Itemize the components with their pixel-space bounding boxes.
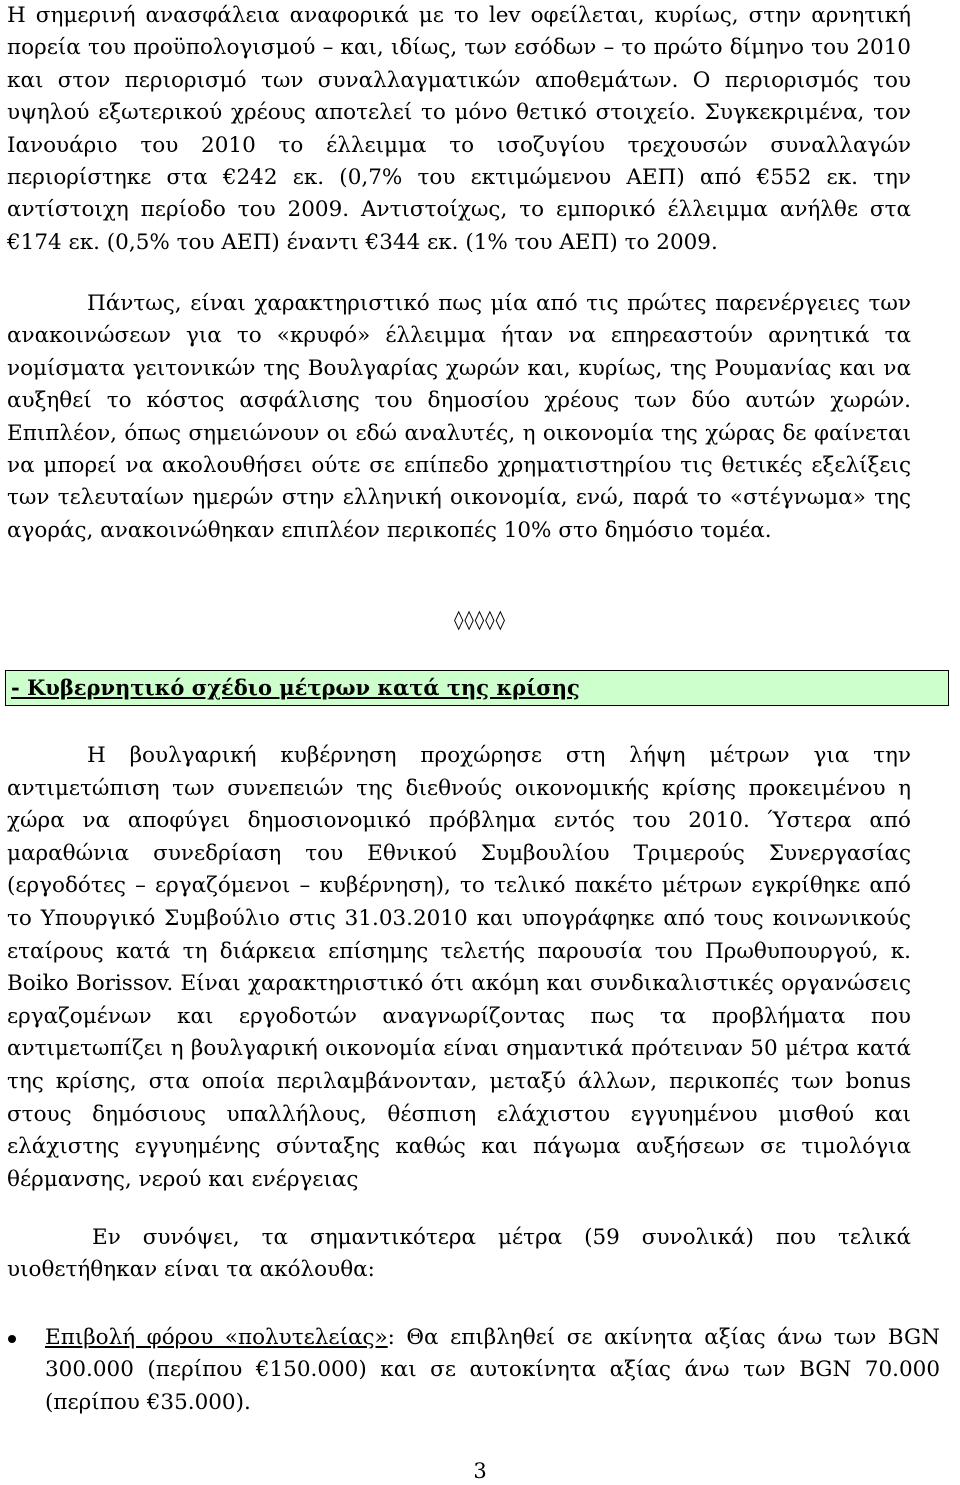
bullet-icon [8,1335,16,1343]
section-title: - Κυβερνητικό σχέδιο μέτρων κατά της κρίσης [11,675,580,700]
bullet-term: Επιβολή φόρου «πολυτελείας» [45,1325,388,1350]
paragraph-government-measures: Η βουλγαρική κυβέρνηση προχώρησε στη λήψη μέτρων για την αντιμετώπιση των συνεπειών της διεθνούς οικονομικής κρίσης προκειμένου η χώρα να αποφύγει δημοσιονομικό πρόβλημα εντός του 2010. Ύστερα από μαραθώνια συνεδρίαση του Εθνικού Συμβουλίου Τριμερούς Συνεργασίας (εργοδότες – εργαζόμενοι – κυβέρνηση), το τελικό πακέτο μέτρων εγκρίθηκε από το Υπουργικό Συμβούλιο στις 31.03.2010 και υπογράφηκε από τους κοινωνικούς εταίρους κατά τη διάρκεια επίσημης τελετής παρουσία του Πρωθυπουργού, κ. Boiko Borissov. Είναι χαρακτηριστικό ότι ακόμη και συνδικαλιστικές οργανώσεις εργαζομένων και εργοδοτών αναγνωρίζοντας πως τα προβλήματα που αντιμετωπίζει η βουλγαρική οικονομία είναι σημαντικά πρότειναν 50 μέτρα κατά της κρίσης, στα οποία περιλαμβάνονταν, μεταξύ άλλων, περικοπές των bonus στους δημόσιους υπαλλήλους, θέσπιση ελάχιστου εγγυημένου μισθού και ελάχιστης εγγυημένης σύνταξης καθώς και πάγωμα αυξήσεων σε τιμολόγια θέρμανσης, νερού και ενέργειας [7,743,911,1192]
paragraph-neighbor-currencies: Πάντως, είναι χαρακτηριστικό πως μία από τις πρώτες παρενέργειες των ανακοινώσεων για το «κρυφό» έλλειμμα ήταν να επηρεαστούν αρνητικά τα νομίσματα γειτονικών της Βουλγαρίας χωρών και, κυρίως, της Ρουμανίας και να αυξηθεί το κόστος ασφάλισης του δημοσίου χρέους των δύο αυτών χωρών. Επιπλέον, όπως σημειώνουν οι εδώ αναλυτές, η οικονομία της χώρας δε φαίνεται να μπορεί να ακολουθήσει ούτε σε επίπεδο χρηματιστηρίου τις θετικές εξελίξεις των τελευταίων ημερών στην ελληνική οικονομία, ενώ, παρά το «στέγνωμα» της αγοράς, ανακοινώθηκαν επιπλέον περικοπές 10% στο δημόσιο τομέα. [7,291,911,543]
list-item [0,1322,940,1419]
paragraph-summary-intro: Εν συνόψει, τα σημαντικότερα μέτρα (59 συνολικά) που τελικά υιοθετήθηκαν είναι τα ακόλουθα: [7,1225,911,1283]
page-number: 3 [473,1459,487,1483]
measures-list [0,1322,940,1419]
paragraph-budget-deficit: Η σημερινή ανασφάλεια αναφορικά με το lev οφείλεται, κυρίως, στην αρνητική πορεία του προϋπολογισμού – και, ιδίως, των εσόδων – το πρώτο δίμηνο του 2010 και στον περιορισμό των συναλλαγματικών αποθεμάτων. Ο περιορισμός του υψηλού εξωτερικού χρέους αποτελεί το μόνο θετικό στοιχείο. Συγκεκριμένα, τον Ιανουάριο του 2010 το έλλειμμα το ισοζυγίου τρεχουσών συναλλαγών περιορίστηκε στα €242 εκ. (0,7% του εκτιμώμενου ΑΕΠ) από €552 εκ. την αντίστοιχη περίοδο του 2009. Αντιστοίχως, το εμπορικό έλλειμμα ανήλθε στα €174 εκ. (0,5% του ΑΕΠ) έναντι €344 εκ. (1% του ΑΕΠ) το 2009. [7,3,911,255]
bullet-text: : Θα επιβληθεί σε ακίνητα αξίας άνω των BGN 300.000 (περίπου €150.000) και σε αυτοκίνητα αξίας άνω των BGN 70.000 (περίπου €35.000). [45,1325,940,1415]
section-heading-box [5,670,949,706]
section-separator-ornament: ◊◊◊◊◊ [454,609,506,631]
